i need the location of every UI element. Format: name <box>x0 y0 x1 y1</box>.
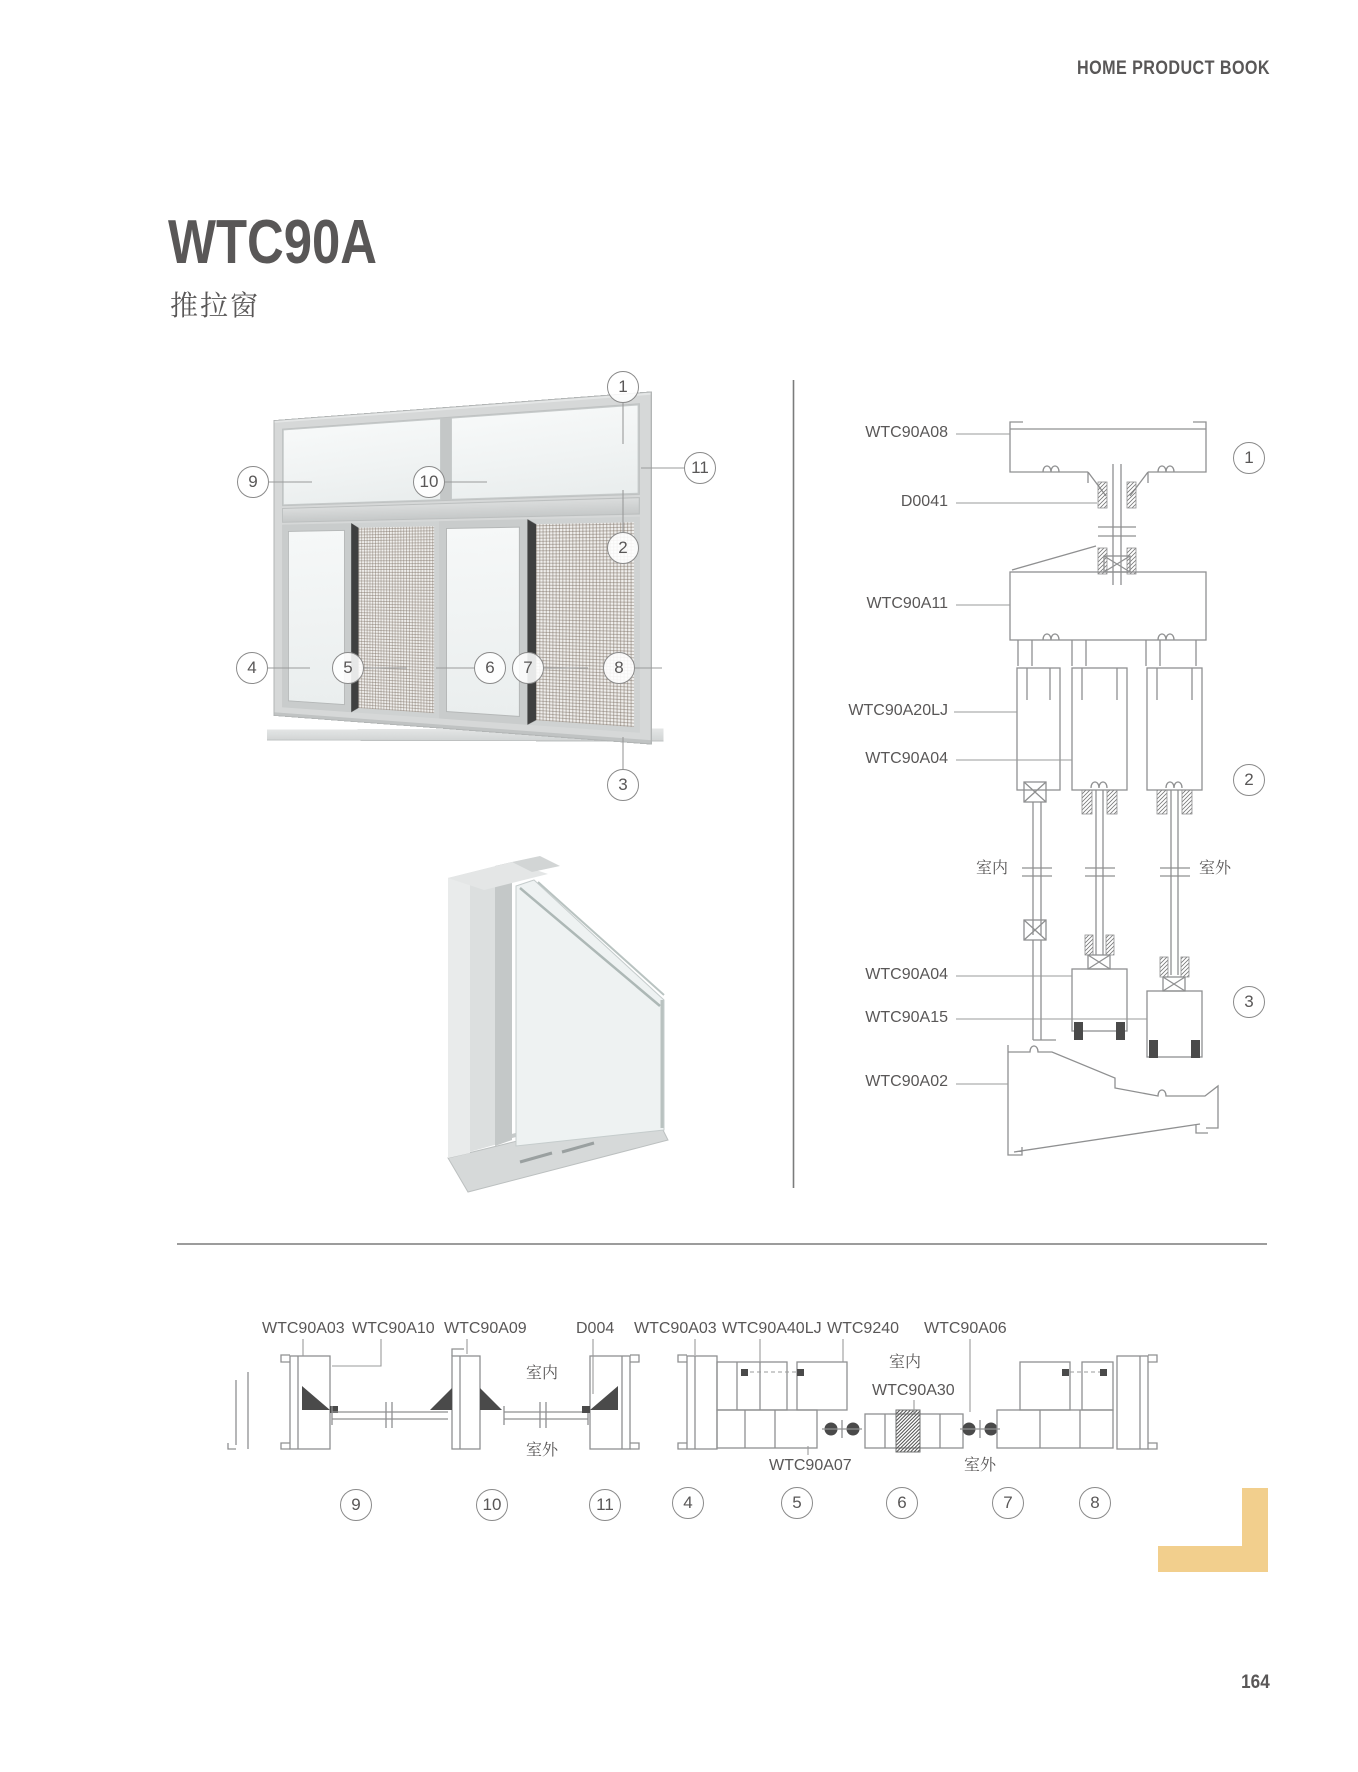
label-indoor-right: 室内 <box>889 1354 922 1371</box>
callout-2-section: 2 <box>1233 764 1265 796</box>
label-wtc90a09: WTC90A09 <box>444 1320 527 1337</box>
callout-4-window: 4 <box>236 652 268 684</box>
label-wtc90a08: WTC90A08 <box>865 424 948 441</box>
label-d004: D004 <box>576 1320 615 1337</box>
sliding-row <box>282 517 640 733</box>
callout-10-bottom: 10 <box>476 1489 508 1521</box>
label-wtc90a04-lower: WTC90A04 <box>865 966 948 983</box>
fixed-top-row <box>282 403 640 506</box>
window-illustration <box>274 391 652 744</box>
label-wtc90a15: WTC90A15 <box>865 1009 948 1026</box>
callout-2-window: 2 <box>607 532 639 564</box>
label-indoor-vertical: 室内 <box>976 860 1009 877</box>
label-wtc90a03-right: WTC90A03 <box>634 1320 717 1337</box>
label-wtc90a07: WTC90A07 <box>769 1457 852 1474</box>
callout-8-window: 8 <box>603 652 635 684</box>
label-wtc90a02: WTC90A02 <box>865 1073 948 1090</box>
callout-8-bottom: 8 <box>1079 1487 1111 1519</box>
label-wtc90a40lj: WTC90A40LJ <box>722 1320 822 1337</box>
page-title: WTC90A <box>168 208 378 277</box>
product-category: 推拉窗 <box>170 290 261 321</box>
vertical-section-drawing <box>954 422 1218 1155</box>
callout-6-window: 6 <box>474 652 506 684</box>
callout-1-window: 1 <box>607 371 639 403</box>
book-title: HOME PRODUCT BOOK <box>1077 58 1270 79</box>
label-wtc90a20lj: WTC90A20LJ <box>848 702 948 719</box>
callout-7-window: 7 <box>512 652 544 684</box>
callout-7-bottom: 7 <box>992 1487 1024 1519</box>
label-wtc90a30: WTC90A30 <box>872 1382 955 1399</box>
callout-3-section: 3 <box>1233 986 1265 1018</box>
accent-corner <box>1158 1488 1268 1572</box>
fixed-glass-right <box>451 404 639 499</box>
callout-4-bottom: 4 <box>672 1487 704 1519</box>
label-wtc9240: WTC9240 <box>827 1320 900 1337</box>
page-number: 164 <box>1241 1672 1270 1693</box>
callout-11-bottom: 11 <box>589 1489 621 1521</box>
callout-10-window: 10 <box>413 466 445 498</box>
screen-sash-1 <box>351 521 439 718</box>
callout-5-bottom: 5 <box>781 1487 813 1519</box>
label-d0041: D0041 <box>900 493 948 510</box>
callout-9-bottom: 9 <box>340 1489 372 1521</box>
label-wtc90a04-upper: WTC90A04 <box>865 750 948 767</box>
callout-3-window: 3 <box>607 769 639 801</box>
profile-photo <box>448 856 668 1192</box>
callout-9-window: 9 <box>237 466 269 498</box>
callout-5-window: 5 <box>332 652 364 684</box>
callout-11-window: 11 <box>684 452 716 484</box>
label-outdoor-left: 室外 <box>526 1442 559 1459</box>
label-outdoor-vertical: 室外 <box>1199 860 1232 877</box>
label-indoor-left: 室内 <box>526 1365 559 1382</box>
label-wtc90a06: WTC90A06 <box>924 1320 1007 1337</box>
glass-sash-1 <box>282 523 351 712</box>
callout-1-section: 1 <box>1233 442 1265 474</box>
callout-6-bottom: 6 <box>886 1487 918 1519</box>
label-wtc90a11: WTC90A11 <box>866 595 948 612</box>
horizontal-section-left-drawing <box>228 1339 639 1449</box>
glass-sash-2 <box>439 519 527 725</box>
label-wtc90a03-left: WTC90A03 <box>262 1320 345 1337</box>
label-outdoor-right: 室外 <box>964 1457 997 1474</box>
label-wtc90a10: WTC90A10 <box>352 1320 435 1337</box>
